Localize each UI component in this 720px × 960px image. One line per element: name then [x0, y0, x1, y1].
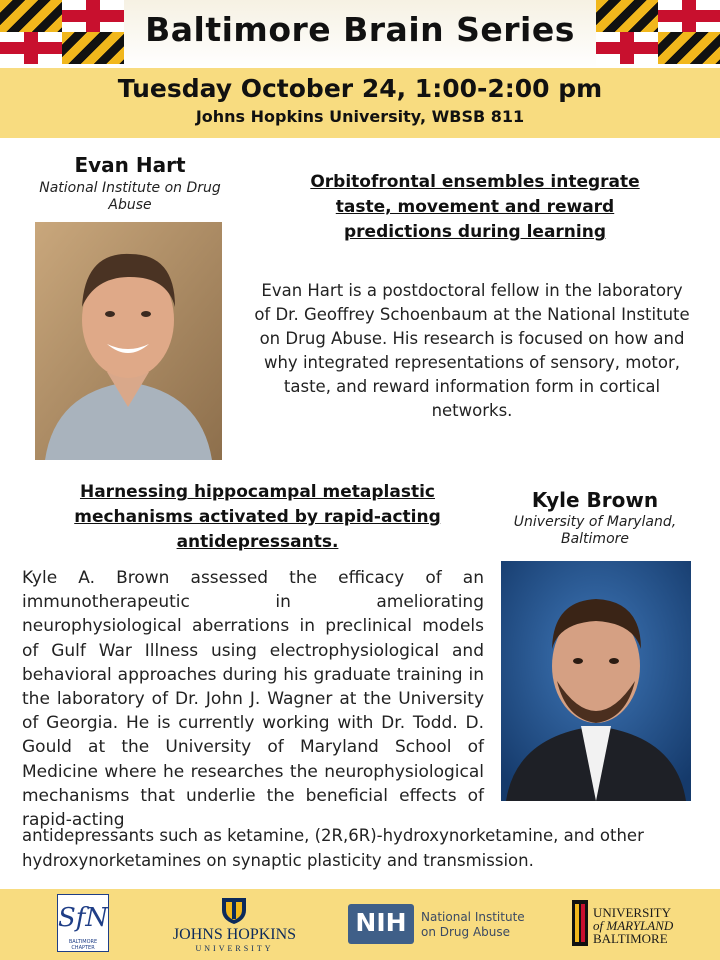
- speaker2-talk-title: Harnessing hippocampal metaplastic mechanisms activated by rapid-acting antidepressants.: [74, 482, 441, 552]
- nida-label: [421, 910, 525, 940]
- umb-line2: of MARYLAND: [593, 918, 674, 933]
- series-title: Baltimore Brain Series: [145, 10, 575, 49]
- speaker2-bio: Kyle A. Brown assessed the efficacy of an immunotherapeutic in ameliorating neurophysiological aberrations in preclinical models of Gulf War Illness using electrophysiological and behavioral approaches during his graduate training in the laboratory of Dr. John J. Wagner at the University of Georgia. He is currently working with Dr. Todd. D. Gould at the University of Maryland School of Medicine where he researches the neurophysiological mechanisms that underlie the beneficial effects of rapid-acting: [22, 568, 484, 831]
- umb-line3: BALTIMORE: [593, 931, 668, 946]
- sfn-logo: [57, 894, 109, 952]
- flag-quarter: [596, 0, 658, 32]
- speaker1-name: Evan Hart: [74, 153, 186, 177]
- nih-mark: NIH: [355, 908, 407, 937]
- sfn-letters: SfN: [58, 903, 109, 933]
- maryland-flag-left: [0, 0, 124, 64]
- speaker2-affiliation: University of Maryland, Baltimore: [513, 514, 677, 547]
- flag-quarter: [0, 0, 62, 32]
- speaker1-affiliation: National Institute on Drug Abuse: [39, 180, 221, 213]
- speaker1-bio: Evan Hart is a postdoctoral fellow in the laboratory of Dr. Geoffrey Schoenbaum at the National Institute on Drug Abuse. His research is focused on how and why integrated representations of sensory, motor, taste, and reward information form in cortical networks.: [254, 281, 690, 420]
- flag-quarter: [0, 32, 62, 64]
- speaker1-talk-title: Orbitofrontal ensembles integrate taste, movement and reward predictions during learning: [310, 172, 640, 242]
- umb-line1: UNIVERSITY: [593, 905, 671, 920]
- nida-label-line1: National Institute: [421, 910, 525, 924]
- speaker1-photo: [35, 222, 222, 460]
- flag-quarter: [658, 32, 720, 64]
- event-date: Tuesday October 24, 1:00-2:00 pm: [117, 74, 603, 103]
- speaker2-bio-continued: antidepressants such as ketamine, (2R,6R)-hydroxynorketamine, and other hydroxynorketamines on synaptic plasticity and transmission.: [22, 826, 644, 870]
- flag-quarter: [658, 0, 720, 32]
- flag-quarter: [62, 32, 124, 64]
- maryland-flag-right: [596, 0, 720, 64]
- speaker2-photo: [501, 561, 691, 801]
- umb-emblem-icon: [572, 900, 588, 946]
- event-venue: Johns Hopkins University, WBSB 811: [195, 107, 525, 126]
- nida-label-line2: on Drug Abuse: [421, 925, 511, 939]
- speaker2-name: Kyle Brown: [531, 488, 659, 512]
- umb-logo-text: [593, 906, 673, 945]
- jhu-name: JOHNS HOPKINS: [172, 926, 297, 943]
- jhu-sub: UNIVERSITY: [195, 944, 274, 953]
- jhu-shield-icon: [219, 895, 249, 925]
- sfn-chapter: BALTIMORE CHAPTER: [68, 939, 98, 951]
- flag-quarter: [596, 32, 658, 64]
- flag-quarter: [62, 0, 124, 32]
